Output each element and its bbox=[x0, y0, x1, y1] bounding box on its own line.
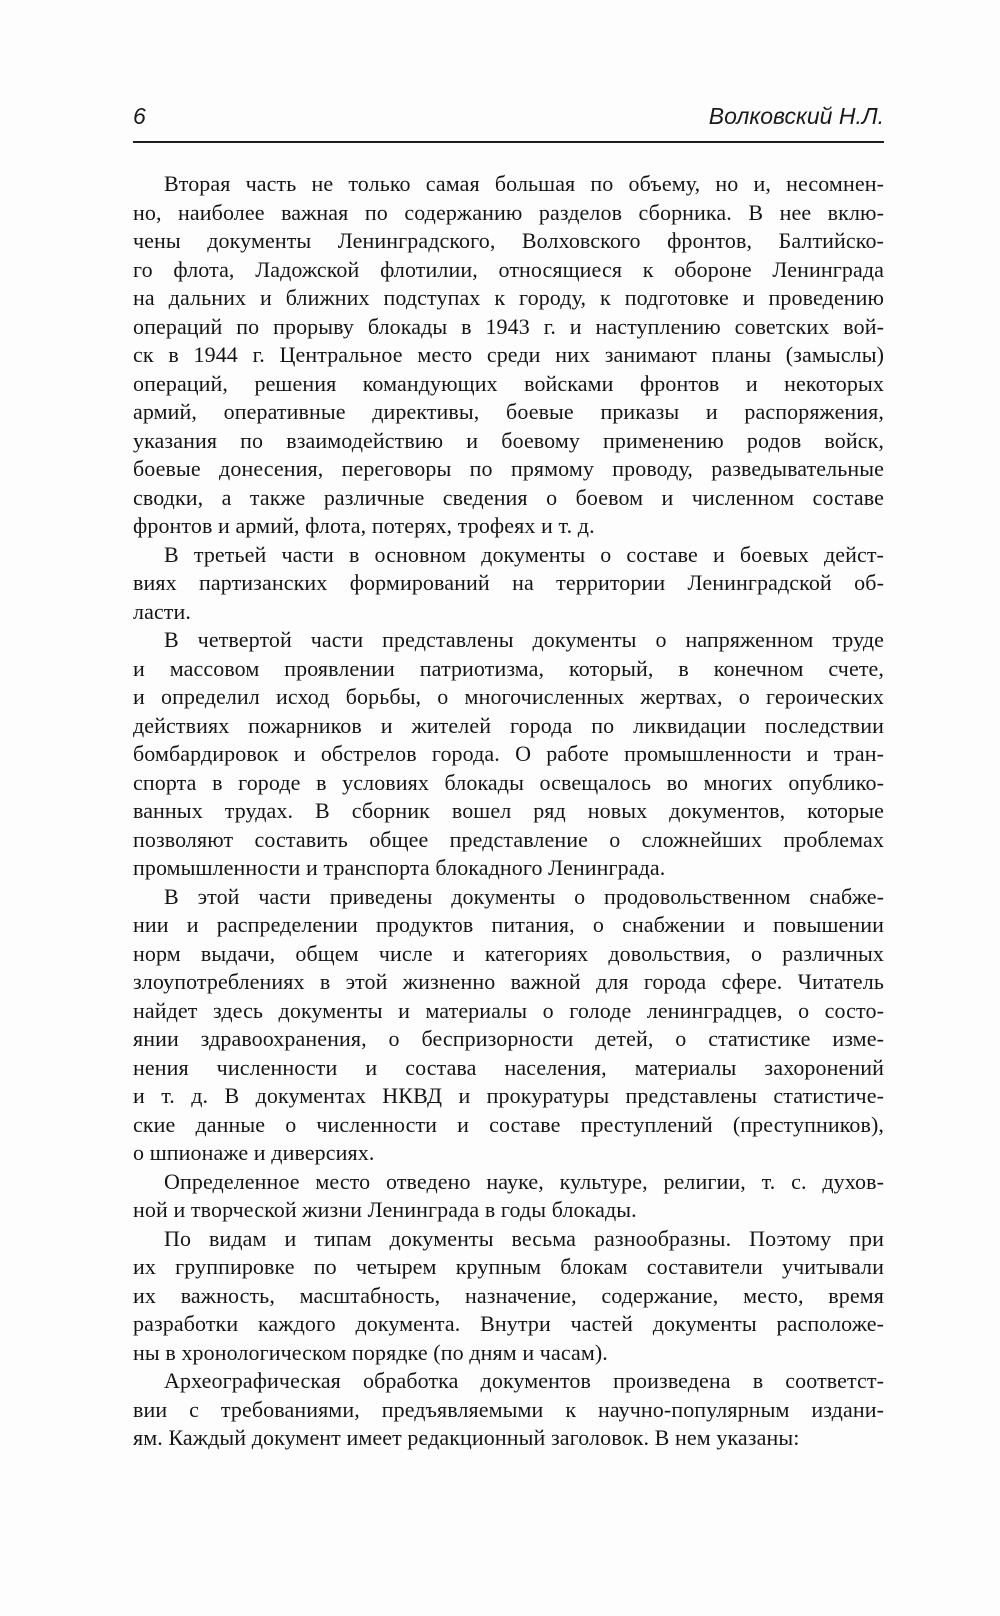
text-line: Археографическая обработка документов произведена в соответст- bbox=[164, 1368, 884, 1393]
text-line: о шпионаже и диверсиях. bbox=[133, 1140, 375, 1165]
paragraph bbox=[133, 626, 884, 883]
text-line: бомбардировок и обстрелов города. О работе промышленности и тран- bbox=[133, 741, 884, 766]
text-line: ванных трудах. В сборник вошел ряд новых документов, которые bbox=[133, 798, 884, 823]
running-head-author: Волковский Н.Л. bbox=[708, 103, 884, 129]
text-line: разработки каждого документа. Внутри частей документы расположе- bbox=[133, 1311, 884, 1336]
text-line: злоупотреблениях в этой жизненно важной для города сфере. Читатель bbox=[133, 969, 884, 994]
text-line: В четвертой части представлены документы о напряженном труде bbox=[164, 627, 884, 652]
text-line: позволяют составить общее представление о сложнейших проблемах bbox=[133, 826, 884, 852]
text-line: найдет здесь документы и материалы о голоде ленинградцев, о состо- bbox=[133, 997, 884, 1023]
text-line: виях партизанских формирований на территории Ленинградской об- bbox=[133, 570, 884, 595]
page-header bbox=[133, 0, 884, 129]
text-line: операций, решения командующих войсками фронтов и некоторых bbox=[133, 370, 884, 396]
text-line: нии и распределении продуктов питания, о снабжении и повышении bbox=[133, 912, 884, 937]
text-line: фронтов и армий, флота, потерях, трофеях и т. д. bbox=[133, 513, 595, 538]
text-line: ны в хронологическом порядке (по дням и часам). bbox=[133, 1339, 608, 1365]
text-line: армий, оперативные директивы, боевые приказы и распоряжения, bbox=[133, 399, 884, 424]
paragraph bbox=[133, 1225, 884, 1368]
text-line: сводки, а также различные сведения о боевом и численном составе bbox=[133, 484, 884, 510]
page-number: 6 bbox=[133, 103, 146, 129]
text-line: норм выдачи, общем числе и категориях довольствия, о различных bbox=[133, 940, 884, 966]
paragraph bbox=[133, 883, 884, 1168]
text-line: ласти. bbox=[133, 598, 191, 624]
text-line: Вторая часть не только самая большая по объему, но и, несомнен- bbox=[164, 171, 884, 196]
text-line: и т. д. В документах НКВД и прокуратуры представлены статистиче- bbox=[133, 1083, 884, 1108]
text-line: вии с требованиями, предъявляемыми к научно-популярным издани- bbox=[133, 1396, 884, 1422]
text-line: и определил исход борьбы, о многочисленных жертвах, о героических bbox=[133, 684, 884, 709]
text-line: спорта в городе в условиях блокады освещалось во многих опублико- bbox=[133, 769, 884, 795]
text-line: боевые донесения, переговоры по прямому проводу, разведывательные bbox=[133, 456, 884, 481]
paragraph bbox=[133, 541, 884, 627]
text-line: на дальних и ближних подступах к городу, к подготовке и проведению bbox=[133, 285, 884, 310]
text-line: янии здравоохранения, о беспризорности детей, о статистике изме- bbox=[133, 1026, 884, 1051]
text-line: действиях пожарников и жителей города по ликвидации последствии bbox=[133, 712, 884, 738]
text-line: В третьей части в основном документы о составе и боевых дейст- bbox=[164, 541, 884, 567]
text-line: их группировке по четырем крупным блокам составители учитывали bbox=[133, 1254, 884, 1279]
text-line: но, наиболее важная по содержанию разделов сборника. В нее вклю- bbox=[133, 199, 884, 225]
text-line: По видам и типам документы весьма разнообразны. Поэтому при bbox=[164, 1225, 884, 1251]
text-line: и массовом проявлении патриотизма, который, в конечном счете, bbox=[133, 655, 884, 681]
header-rule bbox=[133, 141, 884, 143]
paragraph bbox=[133, 1168, 884, 1225]
text-line: В этой части приведены документы о продовольственном снабже- bbox=[164, 883, 884, 909]
text-line: го флота, Ладожской флотилии, относящиеся к обороне Ленинграда bbox=[133, 256, 884, 282]
text-line: ной и творческой жизни Ленинграда в годы блокады. bbox=[133, 1197, 637, 1222]
text-line: ские данные о численности и составе преступлений (преступников), bbox=[133, 1111, 884, 1137]
text-line: чены документы Ленинградского, Волховского фронтов, Балтийско- bbox=[133, 228, 884, 253]
text-line: Определенное место отведено науке, культуре, религии, т. с. духов- bbox=[164, 1168, 884, 1194]
text-line: операций по прорыву блокады в 1943 г. и наступлению советских вой- bbox=[133, 313, 884, 339]
paragraph bbox=[133, 1367, 884, 1453]
text-line: промышленности и транспорта блокадного Ленинграда. bbox=[133, 855, 666, 880]
text-line: указания по взаимодействию и боевому применению родов войск, bbox=[133, 427, 884, 453]
text-line: нения численности и состава населения, материалы захоронений bbox=[133, 1054, 884, 1080]
text-line: ям. Каждый документ имеет редакционный заголовок. В нем указаны: bbox=[133, 1425, 800, 1450]
paragraph bbox=[133, 170, 884, 541]
text-line: их важность, масштабность, назначение, содержание, место, время bbox=[133, 1282, 884, 1308]
page-body bbox=[133, 170, 884, 1453]
text-line: ск в 1944 г. Центральное место среди них занимают планы (замыслы) bbox=[133, 342, 884, 367]
page-content bbox=[133, 0, 884, 1453]
